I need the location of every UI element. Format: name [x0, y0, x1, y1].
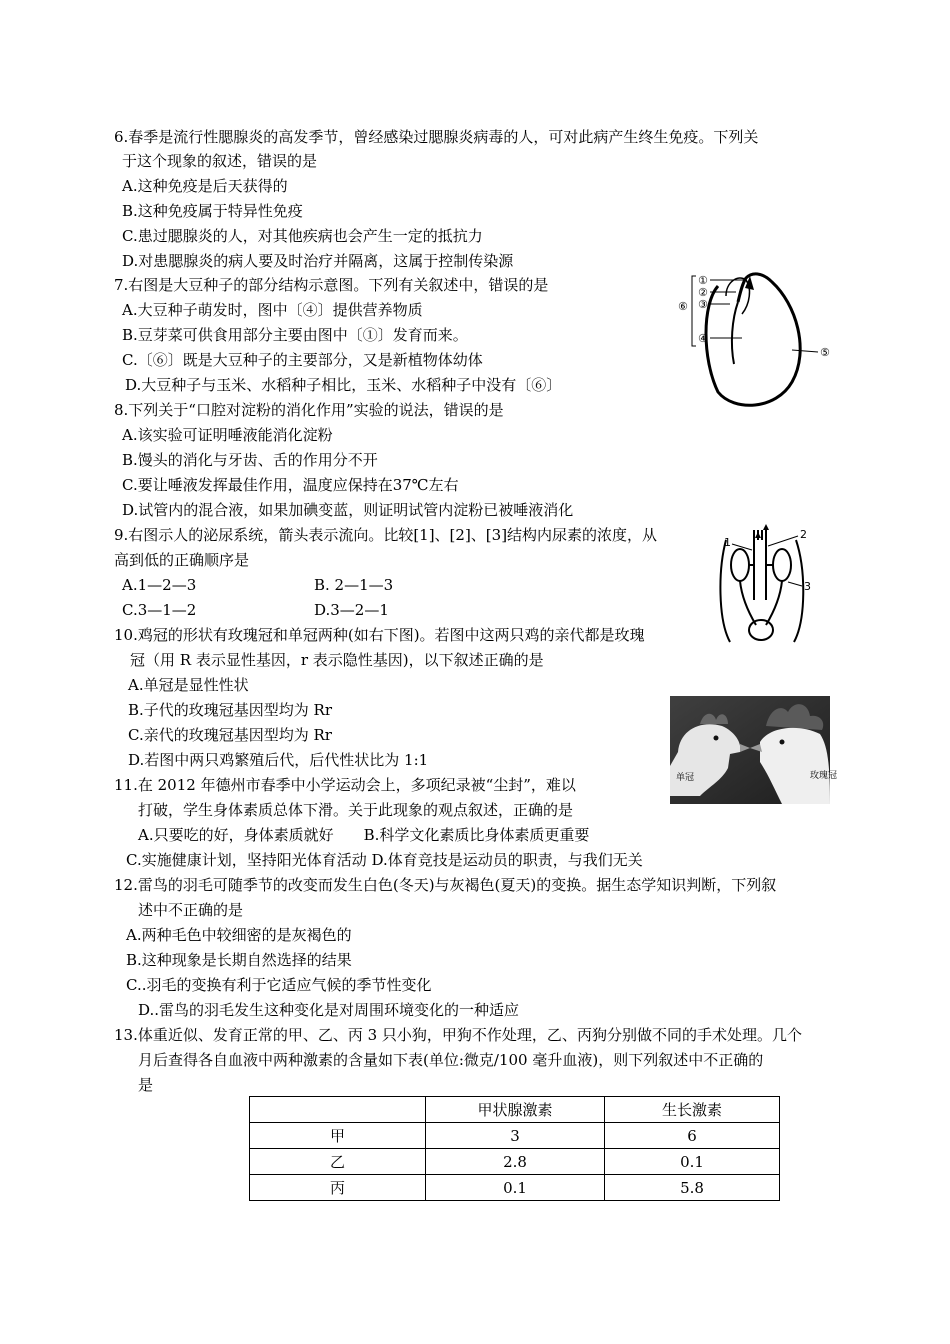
table-cell: 0.1 [426, 1175, 605, 1201]
q7-option-d: D.大豆种子与玉米、水稻种子相比，玉米、水稻种子中没有〔⑥〕 [125, 376, 562, 394]
table-cell: 5.8 [605, 1175, 780, 1201]
q8-option-b: B.馒头的消化与牙齿、舌的作用分不开 [122, 451, 378, 469]
q9-option-a: A.1—2—3 [122, 576, 197, 594]
table-header-cell: 甲状腺激素 [426, 1097, 605, 1123]
q10-stem-line2: 冠（用 R 表示显性基因，r 表示隐性基因)，以下叙述正确的是 [130, 651, 544, 669]
soybean-seed-figure [672, 264, 842, 412]
table-cell: 3 [426, 1123, 605, 1149]
q11-options-cd: C.实施健康计划，坚持阳光体育活动 D.体育竞技是运动员的职责，与我们无关 [126, 851, 643, 869]
q7-option-a: A.大豆种子萌发时，图中〔④〕提供营养物质 [122, 301, 423, 319]
q8-option-d: D.试管内的混合液，如果加碘变蓝，则证明试管内淀粉已被唾液消化 [122, 501, 574, 519]
q11-stem-line2: 打破，学生身体素质总体下滑。关于此现象的观点叙述，正确的是 [138, 801, 574, 819]
photo-label-left: 单冠 [676, 773, 695, 783]
q13-stem-line3: 是 [138, 1076, 154, 1094]
q11-options-ab: A.只要吃的好，身体素质就好 B.科学文化素质比身体素质更重要 [138, 826, 590, 844]
q9-option-c: C.3—1—2 [122, 601, 197, 619]
table-row [250, 1123, 780, 1149]
table-cell: 2.8 [426, 1149, 605, 1175]
q10-option-b: B.子代的玫瑰冠基因型均为 Rr [128, 701, 333, 719]
table-cell: 甲 [250, 1123, 426, 1149]
label-1: 1 [724, 536, 731, 549]
q9-option-d: D.3—2—1 [314, 601, 389, 619]
label-2: 2 [800, 528, 807, 541]
q9-option-b: B. 2—1—3 [314, 576, 394, 594]
q9-stem-line1: 9.右图示人的泌尿系统，箭头表示流向。比较[1]、[2]、[3]结构内尿素的浓度，从 [114, 526, 658, 544]
table-cell: 丙 [250, 1175, 426, 1201]
hormone-table [249, 1096, 780, 1201]
q10-option-d: D.若图中两只鸡繁殖后代，后代性状比为 1:1 [128, 751, 429, 769]
table-header-row [250, 1097, 780, 1123]
table-cell: 乙 [250, 1149, 426, 1175]
table-row [250, 1149, 780, 1175]
table-cell: 6 [605, 1123, 780, 1149]
q6-option-b: B.这种免疫属于特异性免疫 [122, 202, 303, 220]
q10-option-c: C.亲代的玫瑰冠基因型均为 Rr [128, 726, 332, 744]
label-2: ② [698, 286, 708, 299]
q12-option-a: A.两种毛色中较细密的是灰褐色的 [126, 926, 352, 944]
label-1: ① [698, 274, 708, 287]
q9-stem-line2: 高到低的正确顺序是 [114, 551, 250, 569]
table-header-cell [250, 1097, 426, 1123]
table-row [250, 1175, 780, 1201]
q13-stem-line1: 13.体重近似、发育正常的甲、乙、丙 3 只小狗，甲狗不作处理，乙、丙狗分别做不同的手术处理。几个 [114, 1026, 802, 1044]
table-header-cell: 生长激素 [605, 1097, 780, 1123]
q6-stem-line2: 于这个现象的叙述，错误的是 [122, 152, 318, 170]
q10-option-a: A.单冠是显性性状 [128, 676, 249, 694]
q11-stem-line1: 11.在 2012 年德州市春季中小学运动会上，多项纪录被“尘封”，难以 [114, 776, 576, 794]
chicken-comb-photo [670, 696, 838, 804]
label-6: ⑥ [678, 300, 688, 313]
q6-stem-line1: 6.春季是流行性腮腺炎的高发季节，曾经感染过腮腺炎病毒的人，可对此病产生终生免疫。下列关 [114, 128, 759, 146]
q8-stem: 8.下列关于“口腔对淀粉的消化作用”实验的说法，错误的是 [114, 401, 504, 419]
q7-option-c: C.〔⑥〕既是大豆种子的主要部分，又是新植物体幼体 [122, 351, 483, 369]
q12-option-d: D..雷鸟的羽毛发生这种变化是对周围环境变化的一种适应 [138, 1001, 520, 1019]
q12-stem-line1: 12.雷鸟的羽毛可随季节的改变而发生白色(冬天)与灰褐色(夏天)的变换。据生态学知识判断，下列叙 [114, 876, 777, 894]
q10-stem-line1: 10.鸡冠的形状有玫瑰冠和单冠两种(如右下图)。若图中这两只鸡的亲代都是玫瑰 [114, 626, 645, 644]
table-cell: 0.1 [605, 1149, 780, 1175]
q13-stem-line2: 月后查得各自血液中两种激素的含量如下表(单位:微克/100 毫升血液)，则下列叙述中不正确的 [138, 1051, 764, 1069]
photo-label-right: 玫瑰冠 [810, 771, 838, 781]
q7-stem: 7.右图是大豆种子的部分结构示意图。下列有关叙述中，错误的是 [114, 276, 549, 294]
q7-option-b: B.豆芽菜可供食用部分主要由图中〔①〕发育而来。 [122, 326, 468, 344]
q8-option-a: A.该实验可证明唾液能消化淀粉 [122, 426, 333, 444]
urinary-system-figure [718, 520, 818, 650]
label-3: 3 [804, 580, 811, 593]
q12-option-b: B.这种现象是长期自然选择的结果 [126, 951, 352, 969]
label-5: ⑤ [820, 346, 830, 359]
q6-option-a: A.这种免疫是后天获得的 [122, 177, 288, 195]
q8-option-c: C.要让唾液发挥最佳作用，温度应保持在37℃左右 [122, 476, 459, 494]
q12-stem-line2: 述中不正确的是 [138, 901, 244, 919]
q6-option-d: D.对患腮腺炎的病人要及时治疗并隔离，这属于控制传染源 [122, 252, 514, 270]
q12-option-c: C..羽毛的变换有利于它适应气候的季节性变化 [126, 976, 432, 994]
label-4: ④ [698, 332, 708, 345]
label-3: ③ [698, 298, 708, 311]
q6-option-c: C.患过腮腺炎的人，对其他疾病也会产生一定的抵抗力 [122, 227, 483, 245]
